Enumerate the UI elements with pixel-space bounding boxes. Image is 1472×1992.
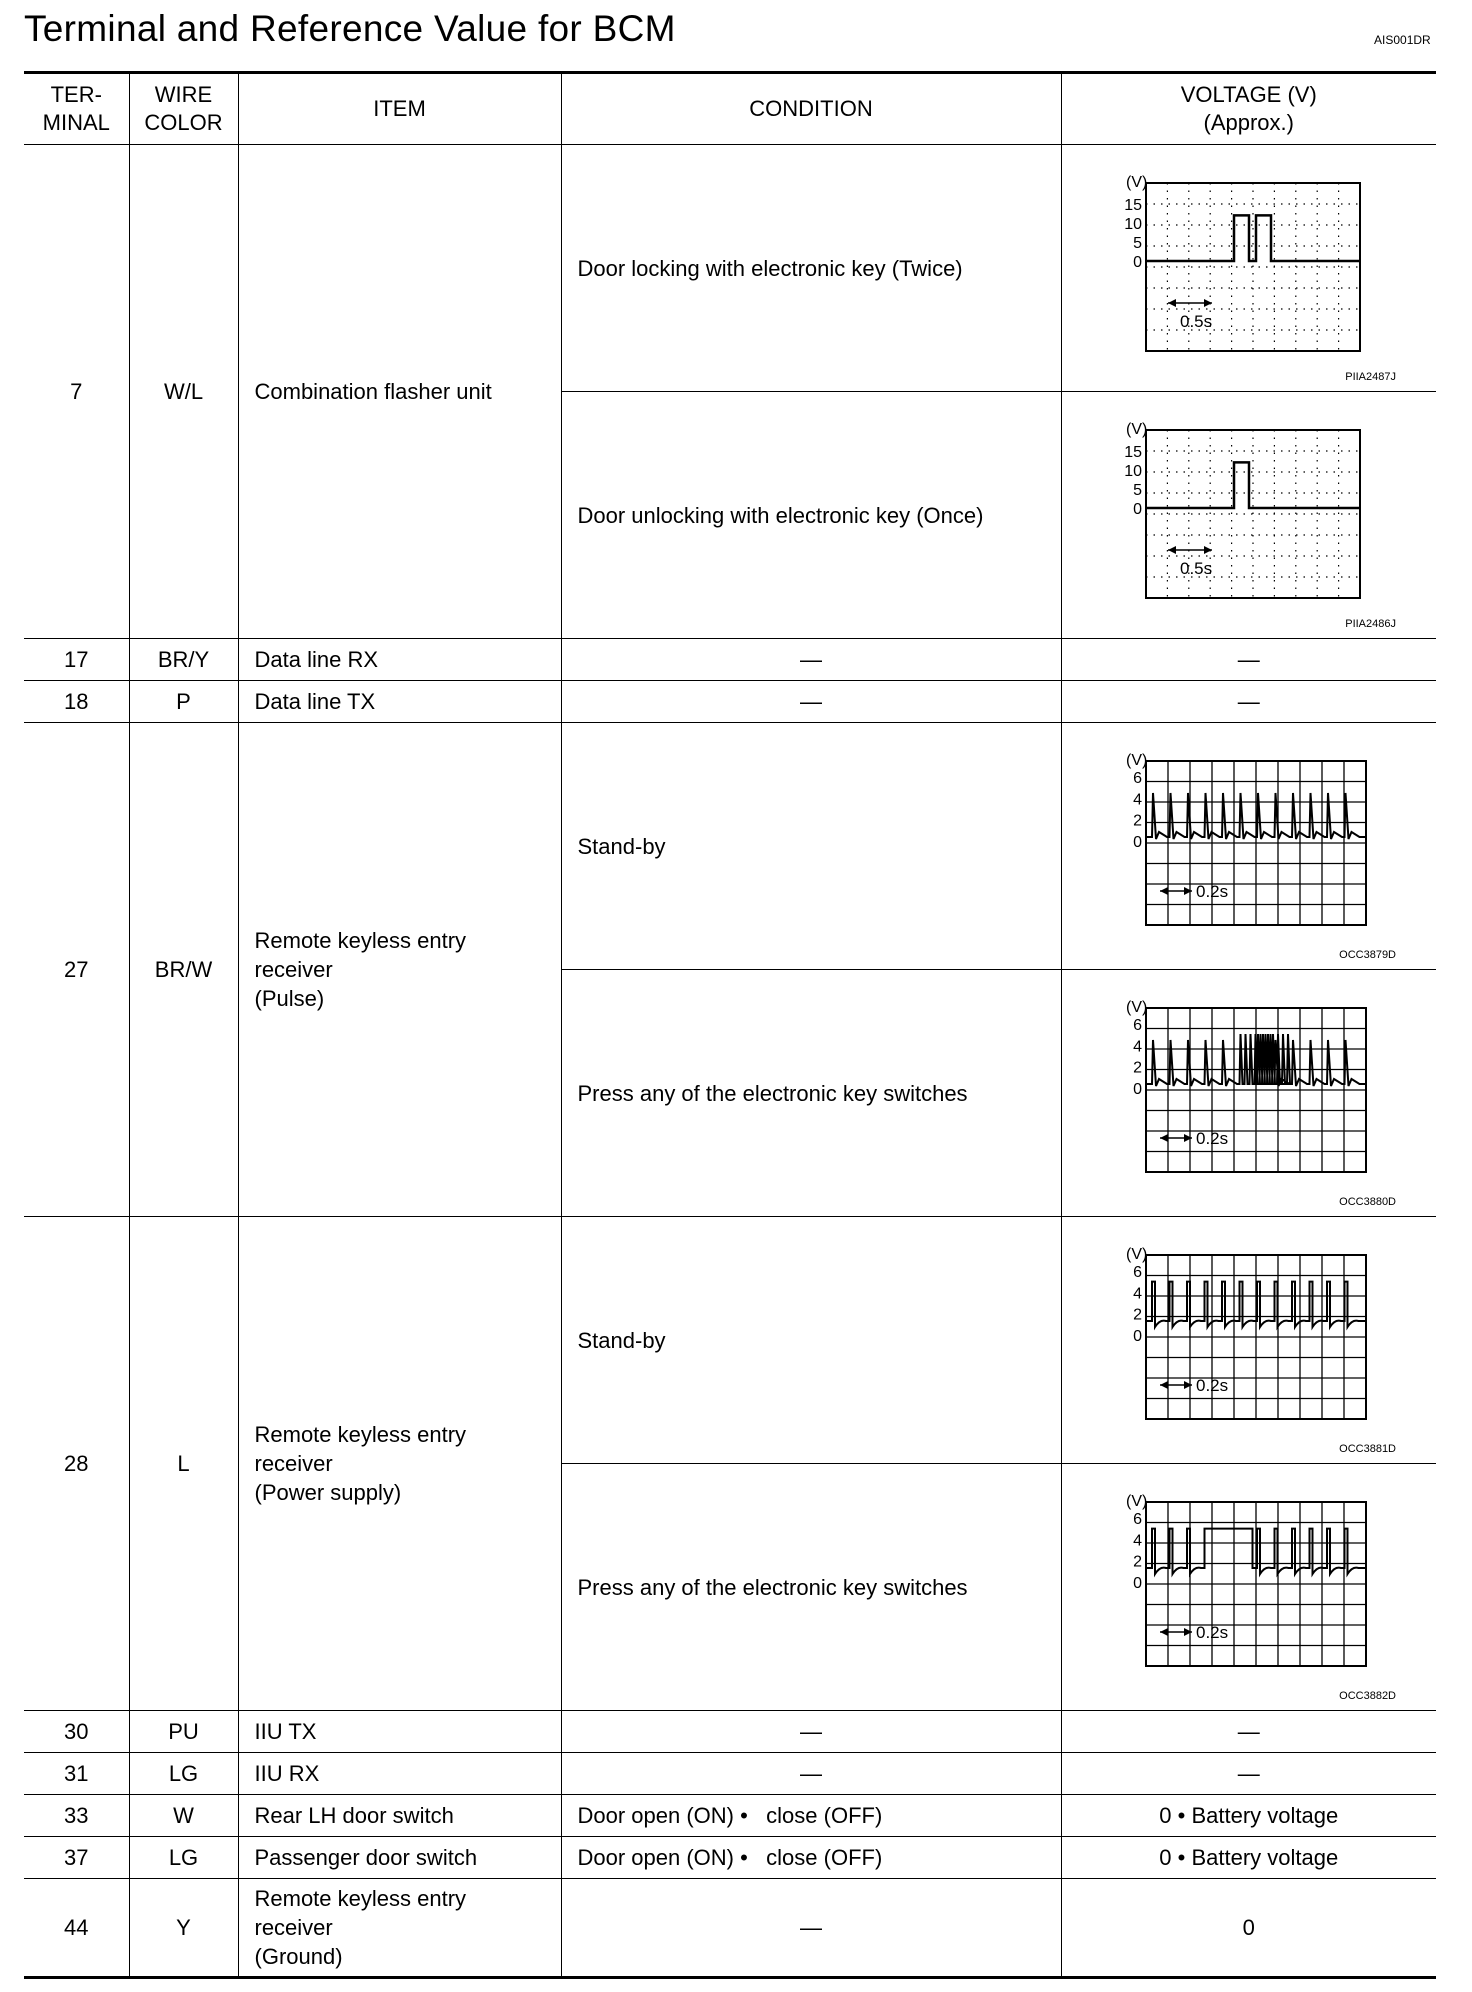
table-row — [24, 1711, 1436, 1753]
voltage-cell: 0 • Battery voltage — [1061, 1795, 1436, 1837]
wire-color-cell: W/L — [129, 145, 238, 639]
time-scale-label: 0.5s — [1179, 559, 1212, 578]
y-tick-label: 0 — [1132, 501, 1142, 518]
figure-code: OCC3881D — [1339, 1443, 1396, 1455]
item-cell: Remote keyless entry receiver (Power supply) — [238, 1217, 561, 1711]
wire-color-cell: Y — [129, 1879, 238, 1978]
voltage-cell: 0 • Battery voltage — [1061, 1837, 1436, 1879]
condition-cell: Press any of the electronic key switches — [561, 1464, 1061, 1711]
y-tick-label: 15 — [1123, 197, 1142, 214]
waveform-pulse-press — [1116, 996, 1376, 1196]
terminal-cell: 17 — [24, 639, 129, 681]
y-tick-label: 5 — [1132, 482, 1142, 499]
waveform-cell — [1061, 1464, 1436, 1711]
table-row — [24, 1837, 1436, 1879]
condition-cell: Stand-by — [561, 1217, 1061, 1464]
terminal-cell: 37 — [24, 1837, 129, 1879]
header-voltage: VOLTAGE (V) (Approx.) — [1061, 73, 1436, 145]
time-scale-arrow — [1184, 887, 1192, 895]
y-tick-label: 2 — [1132, 1306, 1142, 1324]
waveform-pulse-standby — [1116, 749, 1376, 949]
condition-cell: — — [561, 1711, 1061, 1753]
item-cell: Rear LH door switch — [238, 1795, 561, 1837]
time-scale-label: 0.2s — [1195, 1129, 1228, 1148]
wire-color-cell: L — [129, 1217, 238, 1711]
table-row — [24, 145, 1436, 392]
y-unit-label: (V) — [1125, 752, 1147, 769]
y-tick-label: 6 — [1132, 770, 1142, 787]
time-scale-arrow — [1184, 1628, 1192, 1636]
condition-cell: Door open (ON) • close (OFF) — [561, 1795, 1061, 1837]
time-scale-arrow — [1160, 887, 1168, 895]
item-cell: Combination flasher unit — [238, 145, 561, 639]
waveform-cell — [1061, 392, 1436, 639]
wire-color-cell: BR/Y — [129, 639, 238, 681]
table-row — [24, 1753, 1436, 1795]
condition-cell: Stand-by — [561, 723, 1061, 970]
terminal-cell: 7 — [24, 145, 129, 639]
wire-color-cell: LG — [129, 1753, 238, 1795]
item-cell: Data line TX — [238, 681, 561, 723]
table-row — [24, 639, 1436, 681]
terminal-table — [24, 71, 1436, 1979]
header-condition: CONDITION — [561, 73, 1061, 145]
condition-cell: Door locking with electronic key (Twice) — [561, 145, 1061, 392]
condition-cell: Door unlocking with electronic key (Once) — [561, 392, 1061, 639]
terminal-cell: 31 — [24, 1753, 129, 1795]
y-tick-label: 4 — [1132, 1038, 1142, 1056]
item-cell: IIU RX — [238, 1753, 561, 1795]
item-cell: Passenger door switch — [238, 1837, 561, 1879]
header-item: ITEM — [238, 73, 561, 145]
voltage-cell: 0 — [1061, 1879, 1436, 1978]
page-title: Terminal and Reference Value for BCM — [24, 8, 676, 49]
y-tick-label: 15 — [1123, 444, 1142, 461]
y-unit-label: (V) — [1125, 421, 1147, 438]
item-cell: Data line RX — [238, 639, 561, 681]
condition-cell: — — [561, 1879, 1061, 1978]
voltage-cell: — — [1061, 639, 1436, 681]
time-scale-arrow — [1168, 546, 1176, 554]
time-scale-arrow — [1160, 1628, 1168, 1636]
y-tick-label: 6 — [1132, 1017, 1142, 1034]
voltage-cell: — — [1061, 681, 1436, 723]
time-scale-arrow — [1160, 1381, 1168, 1389]
y-tick-label: 0 — [1132, 1575, 1142, 1592]
terminal-cell: 18 — [24, 681, 129, 723]
time-scale-arrow — [1184, 1381, 1192, 1389]
y-tick-label: 0 — [1132, 254, 1142, 271]
table-row — [24, 681, 1436, 723]
table-row — [24, 723, 1436, 970]
signal-trace — [1146, 1529, 1366, 1574]
waveform-cell — [1061, 970, 1436, 1217]
item-cell: Remote keyless entry receiver (Pulse) — [238, 723, 561, 1217]
voltage-cell: — — [1061, 1753, 1436, 1795]
time-scale-arrow — [1204, 299, 1212, 307]
header-terminal: TER- MINAL — [24, 73, 129, 145]
waveform-power-press — [1116, 1490, 1376, 1690]
y-tick-label: 2 — [1132, 1553, 1142, 1571]
figure-code: OCC3880D — [1339, 1196, 1396, 1208]
y-tick-label: 10 — [1123, 463, 1142, 480]
waveform-cell — [1061, 145, 1436, 392]
item-cell: IIU TX — [238, 1711, 561, 1753]
y-tick-label: 4 — [1132, 791, 1142, 809]
wire-color-cell: BR/W — [129, 723, 238, 1217]
waveform-lock — [1116, 171, 1376, 371]
condition-cell: — — [561, 1753, 1061, 1795]
figure-code: OCC3882D — [1339, 1690, 1396, 1702]
figure-code: OCC3879D — [1339, 949, 1396, 961]
y-unit-label: (V) — [1125, 1493, 1147, 1510]
y-tick-label: 0 — [1132, 1328, 1142, 1345]
terminal-cell: 28 — [24, 1217, 129, 1711]
y-tick-label: 2 — [1132, 1059, 1142, 1077]
time-scale-label: 0.2s — [1195, 1376, 1228, 1395]
figure-code: PIIA2486J — [1345, 618, 1396, 630]
y-unit-label: (V) — [1125, 1246, 1147, 1263]
condition-cell: — — [561, 639, 1061, 681]
terminal-cell: 44 — [24, 1879, 129, 1978]
waveform-cell — [1061, 723, 1436, 970]
condition-cell: Door open (ON) • close (OFF) — [561, 1837, 1061, 1879]
y-tick-label: 10 — [1123, 216, 1142, 233]
wire-color-cell: PU — [129, 1711, 238, 1753]
header-row — [24, 73, 1436, 145]
terminal-cell: 33 — [24, 1795, 129, 1837]
waveform-cell — [1061, 1217, 1436, 1464]
time-scale-arrow — [1184, 1134, 1192, 1142]
wire-color-cell: P — [129, 681, 238, 723]
waveform-unlock — [1116, 418, 1376, 618]
item-cell: Remote keyless entry receiver (Ground) — [238, 1879, 561, 1978]
time-scale-label: 0.2s — [1195, 882, 1228, 901]
y-tick-label: 4 — [1132, 1285, 1142, 1303]
y-tick-label: 0 — [1132, 1081, 1142, 1098]
wire-color-cell: LG — [129, 1837, 238, 1879]
y-tick-label: 2 — [1132, 812, 1142, 830]
y-unit-label: (V) — [1125, 174, 1147, 191]
signal-trace — [1146, 1282, 1366, 1327]
header-wire-color: WIRE COLOR — [129, 73, 238, 145]
figure-code: PIIA2487J — [1345, 371, 1396, 383]
time-scale-arrow — [1160, 1134, 1168, 1142]
y-tick-label: 5 — [1132, 235, 1142, 252]
table-row — [24, 1795, 1436, 1837]
y-tick-label: 6 — [1132, 1511, 1142, 1528]
voltage-cell: — — [1061, 1711, 1436, 1753]
y-tick-label: 6 — [1132, 1264, 1142, 1281]
signal-trace — [1146, 215, 1360, 261]
y-tick-label: 4 — [1132, 1532, 1142, 1550]
table-row — [24, 1217, 1436, 1464]
time-scale-arrow — [1204, 546, 1212, 554]
condition-cell: Press any of the electronic key switches — [561, 970, 1061, 1217]
doc-code: AIS001DR — [1374, 33, 1431, 47]
y-unit-label: (V) — [1125, 999, 1147, 1016]
signal-trace — [1146, 462, 1360, 508]
time-scale-label: 0.2s — [1195, 1623, 1228, 1642]
wire-color-cell: W — [129, 1795, 238, 1837]
condition-cell: — — [561, 681, 1061, 723]
terminal-cell: 30 — [24, 1711, 129, 1753]
terminal-cell: 27 — [24, 723, 129, 1217]
waveform-power-standby — [1116, 1243, 1376, 1443]
time-scale-arrow — [1168, 299, 1176, 307]
y-tick-label: 0 — [1132, 834, 1142, 851]
table-row — [24, 1879, 1436, 1978]
time-scale-label: 0.5s — [1179, 312, 1212, 331]
